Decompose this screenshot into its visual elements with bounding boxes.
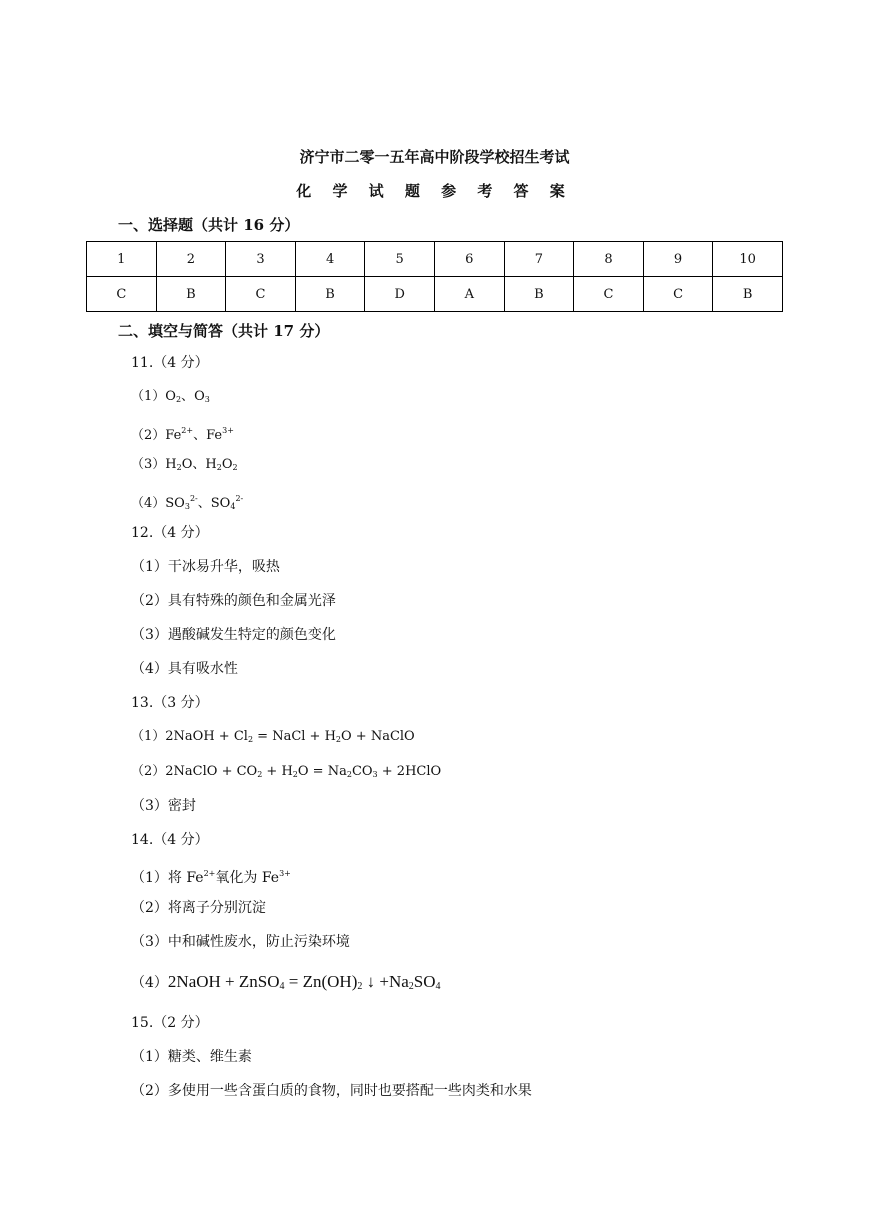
question-number-cell: 5 [365, 242, 435, 277]
q12-answer-2: （2）具有特殊的颜色和金属光泽 [131, 593, 336, 609]
question-number-cell: 1 [87, 242, 157, 277]
table-row-answers [87, 277, 783, 312]
q13-answer-1: （1）2NaOH + $Cl_2$ = NaCl + $H_2O$ + NaClO [131, 729, 415, 744]
q11-answer-2: $(2)Fe^{2+}$、$Fe^{3+}$ [131, 426, 234, 443]
q15-heading: 15.（2 分） [131, 1015, 209, 1031]
q13-answer-2: （2）2NaClO + $CO_2 + H_2O = Na_2CO_3$ + 2HClO [131, 764, 442, 779]
q11-answer-3: $(3)H_2O$、$H_2O_2$ [131, 457, 238, 472]
q11-heading: 11.（4 分） [131, 355, 209, 371]
answer-key-subtitle: 化 学 试 题 参 考 答 案 [296, 182, 573, 200]
q14-answer-2: （2）将离子分别沉淀 [131, 900, 266, 916]
answer-cell: C [574, 277, 644, 312]
q13-answer-3: （3）密封 [131, 798, 196, 814]
q14-answer-3: （3）中和碱性废水，防止污染环境 [131, 934, 350, 950]
answer-cell: C [87, 277, 157, 312]
answer-cell: D [365, 277, 435, 312]
question-number-cell: 3 [226, 242, 296, 277]
q12-answer-1: （1）干冰易升华，吸热 [131, 559, 280, 575]
q14-heading: 14.（4 分） [131, 832, 209, 848]
q15-answer-2: （2）多使用一些含蛋白质的食物，同时也要搭配一些肉类和水果 [131, 1083, 532, 1099]
question-number-cell: 7 [504, 242, 574, 277]
answer-cell: B [504, 277, 574, 312]
question-number-cell: 6 [434, 242, 504, 277]
q13-heading: 13.（3 分） [131, 695, 209, 711]
exam-title: 济宁市二零一五年高中阶段学校招生考试 [299, 148, 570, 166]
q12-heading: 12.（4 分） [131, 525, 209, 541]
answer-cell: A [434, 277, 504, 312]
answer-cell: B [295, 277, 365, 312]
question-number-cell: 4 [295, 242, 365, 277]
q11-answer-4: $(4)SO_3^{2-}$、$SO_4^{2-}$ [131, 494, 244, 511]
answer-cell: C [643, 277, 713, 312]
table-row-numbers [87, 242, 783, 277]
q12-answer-3: （3）遇酸碱发生特定的颜色变化 [131, 627, 336, 643]
question-number-cell: 9 [643, 242, 713, 277]
question-number-cell: 2 [156, 242, 226, 277]
q11-answer-1: $(1)O_2$、$O_3$ [131, 389, 210, 404]
choice-answer-table [86, 241, 783, 312]
question-number-cell: 10 [713, 242, 783, 277]
q14-equation: 2NaOH + ZnSO$_4$ = $Zn(OH)_2$ ↓ $+Na_2SO_4$ [167, 972, 441, 992]
q14-answer-4: （4）2NaOH + ZnSO$_4$ = $Zn(OH)_2$ ↓ $+Na_2SO_4$ [131, 972, 441, 992]
answer-cell: B [713, 277, 783, 312]
answer-cell: B [156, 277, 226, 312]
q14-answer-1: （1）将 $Fe^{2+}$氧化为 $Fe^{3+}$ [131, 869, 291, 886]
question-number-cell: 8 [574, 242, 644, 277]
section-fill-heading: 二、填空与简答（共计 17 分） [118, 322, 330, 340]
answer-cell: C [226, 277, 296, 312]
section-choice-heading: 一、选择题（共计 16 分） [118, 216, 300, 234]
q12-answer-4: （4）具有吸水性 [131, 661, 238, 677]
q15-answer-1: （1）糖类、维生素 [131, 1049, 252, 1065]
